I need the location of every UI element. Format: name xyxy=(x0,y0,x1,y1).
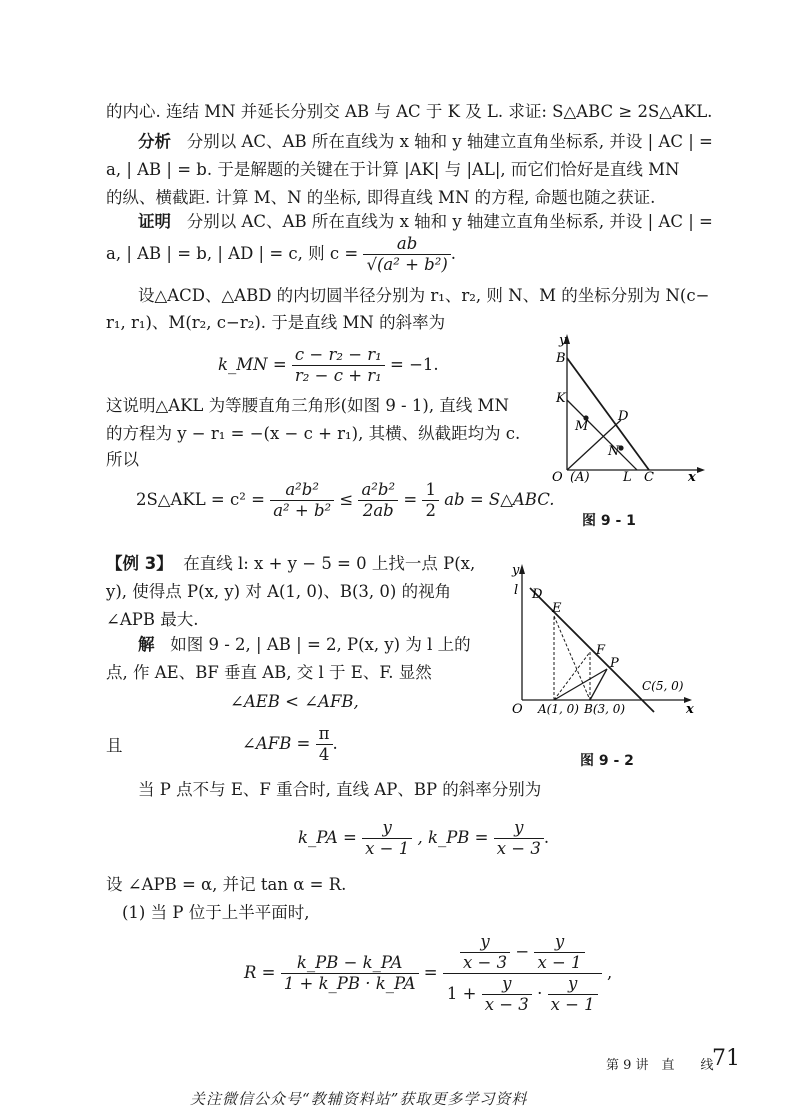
example-3-line-2: y), 使得点 P(x, y) 对 A(1, 0)、B(3, 0) 的视角 xyxy=(106,582,452,601)
r-cd-frac2 xyxy=(548,974,598,1015)
fig1-label-x: x xyxy=(688,470,696,485)
area-frac-3 xyxy=(422,480,439,521)
r-pre: R = xyxy=(244,963,276,982)
r-d3: x − 3 xyxy=(484,995,529,1014)
r-one: 1 + xyxy=(446,984,477,1003)
fig2-label-x: x xyxy=(686,702,694,717)
r-eq: = xyxy=(423,963,438,982)
text-line-4: 的纵、横截距. 计算 M、N 的坐标, 即得直线 MN 的方程, 命题也随之获证. xyxy=(106,188,656,207)
kpa-den: x − 1 xyxy=(365,839,410,858)
angle-afb-pre: ∠AFB = xyxy=(242,734,311,753)
r-n1: y xyxy=(460,932,510,953)
area-f2-num: a²b² xyxy=(358,480,398,501)
solution-label: 解 xyxy=(138,635,155,654)
kpa-pre: k_PA = xyxy=(298,828,357,847)
fig1-label-c: C xyxy=(644,470,654,485)
area-formula xyxy=(136,480,555,521)
kmn-pre: k_MN = xyxy=(218,355,287,374)
area-frac-2 xyxy=(358,480,398,521)
area-le: ≤ xyxy=(339,490,354,509)
fig2-label-f: F xyxy=(596,643,606,658)
example-3-text-1: 在直线 l: x + y − 5 = 0 上找一点 P(x, xyxy=(183,554,476,573)
fig1-label-d: D xyxy=(618,409,629,424)
fig1-caption: 图 9 - 1 xyxy=(582,513,636,529)
fig2-caption: 图 9 - 2 xyxy=(580,753,634,769)
r-den: 1 + k_PB · k_PA xyxy=(283,974,416,993)
r-num: k_PB − k_PA xyxy=(281,953,419,974)
kmn-post: = −1. xyxy=(390,355,439,374)
r-d2: x − 1 xyxy=(537,953,582,972)
r-n3: y xyxy=(482,974,532,995)
c-frac-den: √(a² + b²) xyxy=(366,255,448,274)
area-f3-num: 1 xyxy=(422,480,439,501)
watermark-text: 关注微信公众号“教辅资料站”获取更多学习资料 xyxy=(190,1090,528,1108)
r-frac-complex xyxy=(443,932,602,1015)
fig2-label-o: O xyxy=(512,702,523,717)
area-pre: 2S△AKL = c² = xyxy=(136,490,265,509)
r-cd-frac1 xyxy=(482,974,532,1015)
r-n2: y xyxy=(534,932,584,953)
angle-inequality: ∠AEB < ∠AFB, xyxy=(230,692,359,711)
analysis-line xyxy=(138,130,713,154)
r-complex-den xyxy=(443,974,602,1015)
fig1-label-b: B xyxy=(556,351,566,366)
fig1-label-y: y xyxy=(559,333,567,348)
c-fraction xyxy=(363,234,450,275)
kmn-fraction xyxy=(292,345,385,386)
r-complex-num xyxy=(443,932,602,974)
solution-text-1: 如图 9 - 2, | AB | = 2, P(x, y) 为 l 上的 xyxy=(170,635,471,654)
kpb-num: y xyxy=(494,818,544,839)
solution-line-2: 点, 作 AE、BF 垂直 AB, 交 l 于 E、F. 显然 xyxy=(106,663,432,682)
text-line-11: 所以 xyxy=(106,450,139,469)
fig1-label-k: K xyxy=(556,391,566,406)
fig1-label-m: M xyxy=(575,419,589,434)
angle-afb-frac xyxy=(316,724,333,765)
fig2-label-b: B(3, 0) xyxy=(584,702,626,716)
when-p-line: 当 P 点不与 E、F 重合时, 直线 AP、BP 的斜率分别为 xyxy=(138,780,542,799)
fig1-label-o: O xyxy=(552,470,563,485)
r-comma: , xyxy=(606,963,613,982)
r-minus: − xyxy=(515,942,530,961)
fig2-label-d: D xyxy=(532,587,543,602)
fig2-label-e: E xyxy=(552,601,562,616)
r-dot: · xyxy=(537,984,543,1003)
solution-line-1 xyxy=(138,633,471,657)
fig2-label-p: P xyxy=(610,656,619,671)
r-cn-frac2 xyxy=(534,932,584,973)
c-def-pre: a, | AB | = b, | AD | = c, 则 c = xyxy=(106,244,359,263)
fig1-label-l: L xyxy=(623,470,632,485)
text-line-9: 这说明△AKL 为等腰直角三角形(如图 9 - 1), 直线 MN xyxy=(106,396,509,415)
text-line-7: 设△ACD、△ABD 的内切圆半径分别为 r₁、r₂, 则 N、M 的坐标分别为 N(c− xyxy=(138,286,710,305)
proof-text: 分别以 AC、AB 所在直线为 x 轴和 y 轴建立直角坐标系, 并设 | AC | = xyxy=(186,212,713,231)
analysis-text: 分别以 AC、AB 所在直线为 x 轴和 y 轴建立直角坐标系, 并设 | AC | = xyxy=(186,132,713,151)
proof-line xyxy=(138,210,713,234)
fig1-label-n: N xyxy=(608,444,620,459)
text-line-1: 的内心. 连结 MN 并延长分别交 AB 与 AC 于 K 及 L. 求证: S△ABC ≥ 2S△AKL. xyxy=(106,102,713,121)
fig2-line-eb xyxy=(554,616,590,700)
angle-afb-num: π xyxy=(316,724,333,745)
area-f3-den: 2 xyxy=(425,501,436,520)
example-3-line-3: ∠APB 最大. xyxy=(106,610,199,629)
kmn-num: c − r₂ − r₁ xyxy=(292,345,385,366)
r-cn-frac1 xyxy=(460,932,510,973)
area-f1-num: a²b² xyxy=(270,480,334,501)
r-formula xyxy=(244,932,612,1015)
kmn-formula xyxy=(218,345,439,386)
angle-afb-den: 4 xyxy=(318,745,330,764)
kpb-pre: , k_PB = xyxy=(417,828,489,847)
chapter-footer: 第 9 讲 直 线 xyxy=(606,1058,714,1073)
fig2-label-l: l xyxy=(514,583,519,598)
fig2-label-c: C(5, 0) xyxy=(642,679,684,693)
set-angle-line: 设 ∠APB = α, 并记 tan α = R. xyxy=(106,875,347,894)
figure-9-1 xyxy=(525,330,705,530)
fig1-label-a: (A) xyxy=(570,470,590,485)
analysis-label: 分析 xyxy=(138,132,171,151)
text-line-10: 的方程为 y − r₁ = −(x − c + r₁), 其横、纵截距均为 c. xyxy=(106,424,521,443)
area-f1-den: a² + b² xyxy=(273,501,332,520)
fig2-y-arrow xyxy=(519,564,525,574)
area-eq: = xyxy=(403,490,418,509)
page-number: 71 xyxy=(712,1046,740,1071)
r-d1: x − 3 xyxy=(462,953,508,972)
fig2-label-y: y xyxy=(512,563,520,578)
qie-text: 且 xyxy=(106,736,123,755)
area-f2-den: 2ab xyxy=(362,501,394,520)
area-frac-1 xyxy=(270,480,334,521)
text-line-6: a, | AB | = b, | AD | = c, 则 c = $\frac{ab}{\text{√(a² + b²)}}$ . xyxy=(106,234,457,274)
r-frac-main xyxy=(281,953,419,994)
c-frac-num: ab xyxy=(363,234,450,255)
kpa-frac xyxy=(362,818,412,859)
kpb-den: x − 3 xyxy=(496,839,541,858)
fig1-x-arrow xyxy=(697,467,705,473)
fig2-label-a: A(1, 0) xyxy=(538,702,579,716)
fig2-line-l xyxy=(530,588,654,712)
angle-afb-formula: ∠AFB = $\frac{\pi}{4}$ . xyxy=(242,724,338,764)
area-post: ab = S△ABC. xyxy=(444,490,555,509)
kpa-num: y xyxy=(362,818,412,839)
r-n4: y xyxy=(548,974,598,995)
figure-9-2 xyxy=(502,560,702,740)
text-line-8: r₁, r₁)、M(r₂, c−r₂). 于是直线 MN 的斜率为 xyxy=(106,313,446,332)
proof-label: 证明 xyxy=(138,212,171,231)
r-d4: x − 1 xyxy=(550,995,595,1014)
slopes-formula: k_PA = $\frac{y}{x - 1}$ , k_PB = $\frac{y}{x - 3}$ . xyxy=(298,818,550,858)
text-line-3: a, | AB | = b. 于是解题的关键在于计算 |AK| 与 |AL|, 而它们恰好是直线 MN xyxy=(106,160,680,179)
example-3-label: 【例 3】 xyxy=(106,554,173,573)
case-1-line: (1) 当 P 位于上半平面时, xyxy=(122,903,310,922)
kmn-den: r₂ − c + r₁ xyxy=(294,366,382,385)
kpb-frac xyxy=(494,818,544,859)
example-3-line-1 xyxy=(106,552,475,576)
